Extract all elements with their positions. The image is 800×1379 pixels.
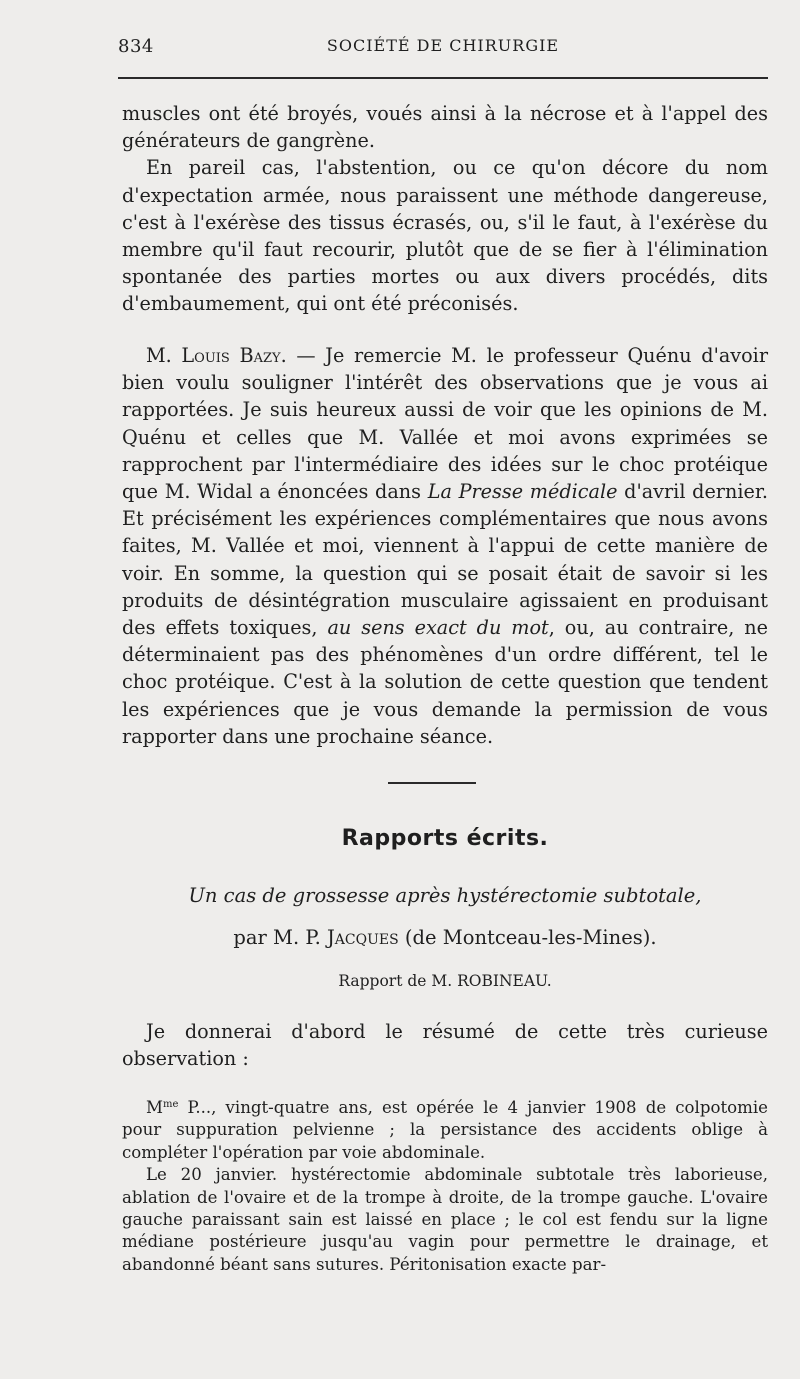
- bazy-reply: [122, 342, 768, 750]
- emphasized-phrase: au sens exact du mot: [327, 616, 549, 640]
- section-title: Rapports écrits.: [341, 826, 549, 851]
- page-number: 834: [118, 36, 154, 57]
- report-author: [122, 926, 768, 949]
- paragraph: [122, 342, 768, 750]
- page-header: [118, 36, 768, 64]
- paragraph: Je donnerai d'abord le résumé de cette très curieuse observation :: [122, 1020, 768, 1071]
- speaker-name: M. Louis Bazy.: [146, 344, 287, 367]
- discussion-continuation: [122, 100, 768, 318]
- section-divider: [388, 782, 476, 784]
- paragraph: En pareil cas, l'abstention, ou ce qu'on décore du nom d'expectation armée, nous paraissent une méthode dangereuse, c'est à l'exérèse des tissus écrasés, ou, s'il le faut, à l'exérèse du membre qu'il faut recourir, plutôt que de se fier à l'élimination spontanée des parties mortes ou aux divers procédés, dits d'embaumement, qui ont été préconisés.: [122, 156, 768, 316]
- paragraph: Le 20 janvier. hystérectomie abdominale subtotale très laborieuse, ablation de l'ovaire et de la trompe à droite, de la trompe gauche. L'ovaire gauche paraissant sain est laissé en place ; le col est fendu sur la ligne médiane postérieure jusqu'au vagin pour permettre le drainage, et abandonné béant sans sutures. Péritonisation exacte par-: [122, 1165, 768, 1274]
- text-run: d'avril dernier. Et précisément les expériences complémentaires que nous avons faites, M. Vallée et moi, viennent à l'appui de cette manière de voir. En somme, la question qui se posait était de savoir si les produits de désintégration musculaire agissaient en produisant des effets toxiques,: [122, 480, 768, 640]
- report-title: Un cas de grossesse après hystérectomie subtotale,: [188, 884, 702, 907]
- text-run: , ou, au contraire, ne déterminaient pas des phénomènes d'un ordre différent, tel le choc protéique. C'est à la solution de cette question que tendent les expériences que je vous demande la permission de vous rapporter dans une prochaine séance.: [122, 616, 768, 748]
- paragraph: muscles ont été broyés, voués ainsi à la nécrose et à l'appel des générateurs de gangrène.: [122, 102, 768, 153]
- text-run: — Je remercie M. le professeur Quénu d'avoir bien voulu souligner l'intérêt des observations que je vous ai rapportées. Je suis heureux aussi de voir que les opinions de M. Quénu et celles que M. Vallée et moi avons exprimées se rapprochent par l'intermédiaire des idées sur le choc protéique que M. Widal a énoncées dans: [122, 344, 768, 504]
- header-rule: [118, 77, 768, 79]
- author-name: Jacques: [326, 926, 399, 949]
- journal-title: La Presse médicale: [427, 480, 618, 504]
- title-abbrev-sup: me: [163, 1099, 179, 1110]
- author-suffix: (de Montceau-les-Mines).: [398, 926, 657, 949]
- author-prefix: par M. P.: [233, 926, 327, 949]
- title-abbrev: M: [146, 1098, 163, 1117]
- running-title: SOCIÉTÉ DE CHIRURGIE: [326, 36, 560, 55]
- paragraph: [122, 1094, 768, 1164]
- text-run: P..., vingt-quatre ans, est opérée le 4 janvier 1908 de colpotomie pour suppuration pelvienne ; la persistance des accidents oblige à compléter l'opération par voie abdominale.: [122, 1098, 768, 1162]
- case-observation: [122, 1094, 768, 1276]
- report-rapporteur: Rapport de M. ROBINEAU.: [338, 972, 552, 990]
- report-intro: [122, 1018, 768, 1072]
